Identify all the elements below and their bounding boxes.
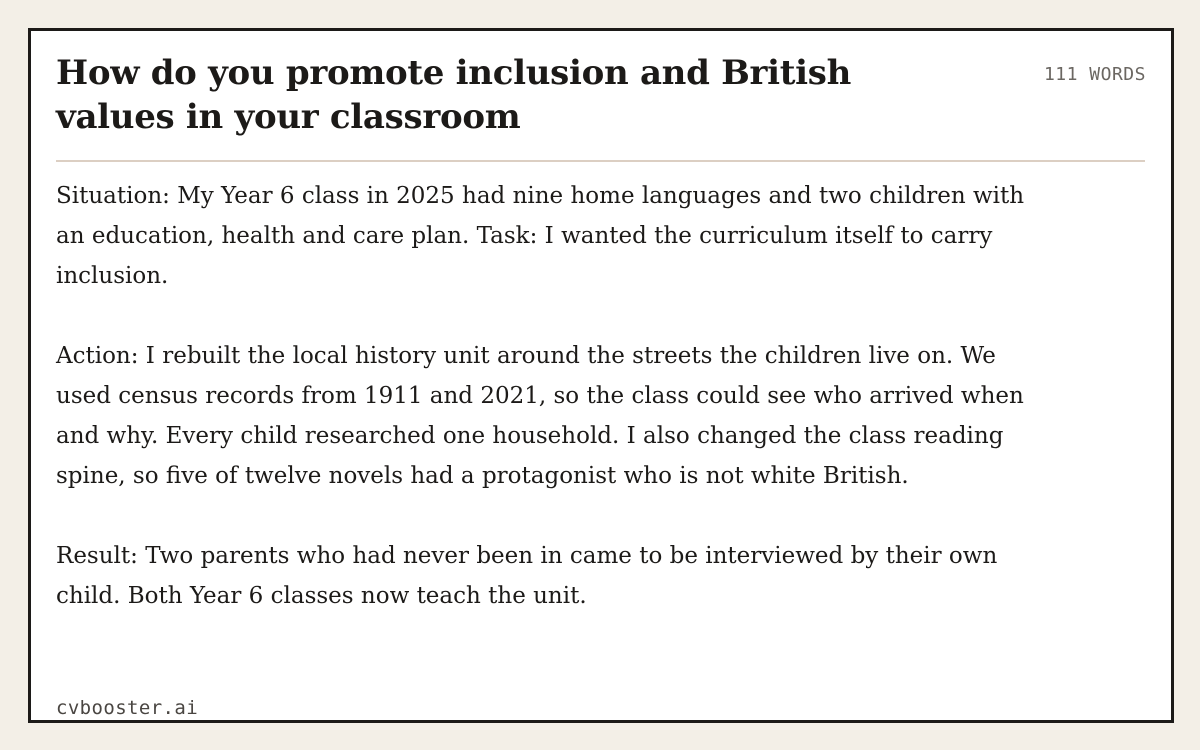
question-title: How do you promote inclusion and British values in your classroom xyxy=(56,53,852,137)
word-count-label: 111 WORDS xyxy=(1043,64,1146,85)
answer-body xyxy=(56,176,1046,616)
answer-paragraph-situation: Situation: My Year 6 class in 2025 had nine home languages and two children with an education, health and care plan. Task: I wanted the curriculum itself to carry inclusion. xyxy=(56,183,1025,289)
answer-card xyxy=(28,28,1174,723)
answer-paragraph-result: Result: Two parents who had never been in came to be interviewed by their own child. Both Year 6 classes now teach the unit. xyxy=(56,543,998,609)
answer-paragraph-action: Action: I rebuilt the local history unit around the streets the children live on. We used census records from 1911 and 2021, so the class could see who arrived when and why. Every child researched one household. I also changed the class reading spine, so five of twelve novels had a protagonist who is not white British. xyxy=(56,343,1024,489)
divider xyxy=(56,160,1145,162)
site-watermark: cvbooster.ai xyxy=(56,697,199,719)
